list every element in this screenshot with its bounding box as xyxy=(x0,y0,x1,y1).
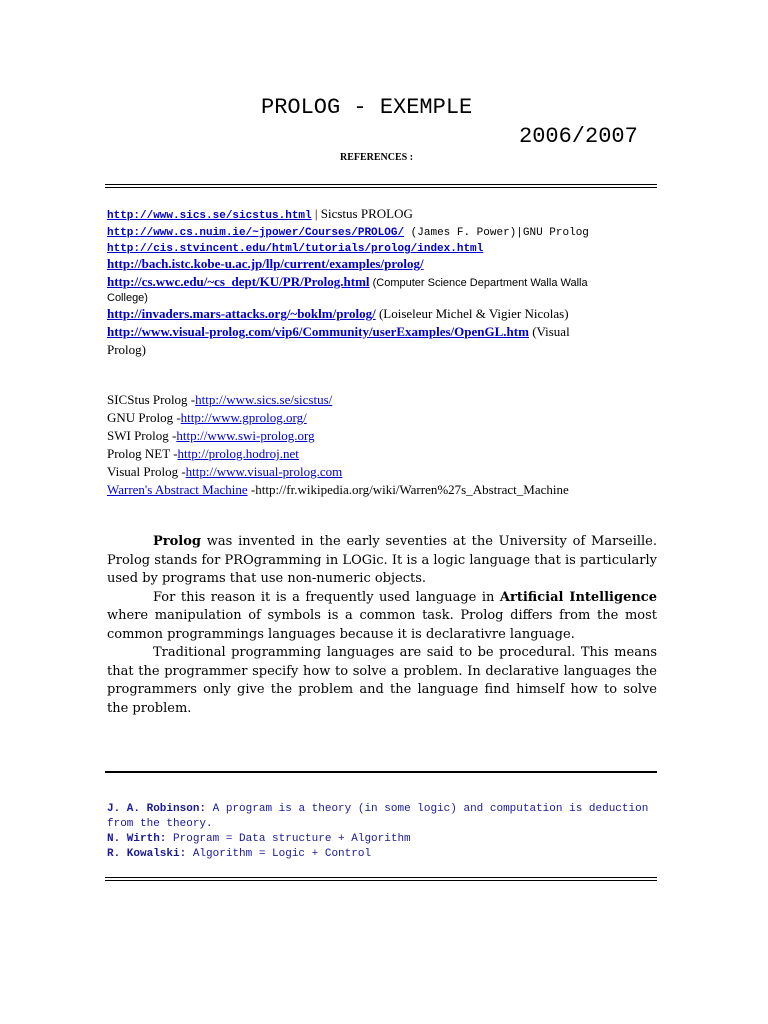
impl-line xyxy=(107,463,342,480)
quote-author: J. A. Robinson: xyxy=(107,803,207,815)
ref-link-sics[interactable]: http://www.sics.se/sicstus.html xyxy=(107,210,312,222)
quote xyxy=(107,832,659,847)
ref-suffix: (Loiseleur Michel & Vigier Nicolas) xyxy=(375,306,569,321)
middle-divider xyxy=(105,771,657,773)
bold-term: Prolog xyxy=(153,534,201,549)
impl-link[interactable]: http://www.swi-prolog.org xyxy=(176,428,315,443)
quote-text: Algorithm = Logic + Control xyxy=(186,848,372,860)
ref-suffix: |GNU Prolog xyxy=(516,227,589,239)
ref-link-nuim[interactable]: http://www.cs.nuim.ie/~jpower/Courses/PROLOG/ xyxy=(107,227,405,239)
quote-author: N. Wirth: xyxy=(107,833,167,845)
quote xyxy=(107,802,659,832)
ref-suffix-continued: Prolog) xyxy=(107,342,146,357)
bottom-divider xyxy=(105,877,657,881)
body-text xyxy=(107,533,657,718)
document-year: 2006/2007 xyxy=(519,124,638,149)
impl-line xyxy=(107,445,299,462)
impl-label: Prolog NET - xyxy=(107,446,178,461)
ref-link-visual-prolog[interactable]: http://www.visual-prolog.com/vip6/Community/userExamples/OpenGL.htm xyxy=(107,324,529,339)
paragraph-3: Traditional programming languages are said to be procedural. This means that the programmer specify how to solve a problem. In declarative languages the programmers only give the problem and the language find himself how to solve the problem. xyxy=(107,645,657,716)
impl-link[interactable]: http://www.sics.se/sicstus/ xyxy=(195,392,333,407)
quote-text: Program = Data structure + Algorithm xyxy=(166,833,411,845)
impl-link[interactable]: http://www.gprolog.org/ xyxy=(180,410,307,425)
quote xyxy=(107,847,659,862)
quote-author: R. Kowalski: xyxy=(107,848,187,860)
ref-line-5 xyxy=(107,273,588,292)
ref-link-boklm[interactable]: http://invaders.mars-attacks.org/~boklm/prolog/ xyxy=(107,306,376,321)
impl-label: Visual Prolog - xyxy=(107,464,186,479)
wam-link[interactable]: Warren's Abstract Machine xyxy=(107,482,248,497)
ref-suffix-continued: College) xyxy=(107,292,148,304)
impl-line xyxy=(107,427,315,444)
ref-suffix: (Visual xyxy=(528,324,570,339)
impl-line xyxy=(107,409,307,426)
ref-suffix: | Sicstus PROLOG xyxy=(311,206,413,221)
impl-label: GNU Prolog - xyxy=(107,410,181,425)
quote-text: A program is a theory (in some logic) and computation is deduction from the theory. xyxy=(107,803,649,830)
impl-link[interactable]: http://prolog.hodroj.net xyxy=(177,446,299,461)
references-heading: REFERENCES : xyxy=(340,152,414,163)
ref-link-wwc[interactable]: http://cs.wwc.edu/~cs_dept/KU/PR/Prolog.html xyxy=(107,274,370,289)
document-title: PROLOG - EXEMPLE xyxy=(261,95,473,120)
ref-line-6 xyxy=(107,305,569,322)
ref-suffix: (James F. Power) xyxy=(404,227,517,239)
impl-label: SWI Prolog - xyxy=(107,428,177,443)
paragraph-2: For this reason it is a frequently used language in Artificial Intelligence where manipulation of symbols is a common task. Prolog differs from the most common programmings languages because it is declarativre language. xyxy=(107,589,657,642)
ref-link-stvincent[interactable]: http://cis.stvincent.edu/html/tutorials/prolog/index.html xyxy=(107,243,484,255)
ref-suffix: (Computer Science Department Walla Walla xyxy=(369,277,588,289)
impl-line xyxy=(107,391,332,408)
bold-term: Artificial Intelligence xyxy=(499,589,657,605)
ref-link-kobe[interactable]: http://bach.istc.kobe-u.ac.jp/llp/current/examples/prolog/ xyxy=(107,256,424,271)
wam-line xyxy=(107,481,569,498)
ref-line-7 xyxy=(107,323,570,340)
paragraph-1: Prolog was invented in the early seventies at the University of Marseille. Prolog stands for PROgramming in LOGic. It is a logic language that is particularly used by programs that use non-numeric objects. xyxy=(107,534,657,586)
ref-line-4 xyxy=(107,255,424,272)
top-divider xyxy=(105,184,657,188)
wam-url-text: -http://fr.wikipedia.org/wiki/Warren%27s_Abstract_Machine xyxy=(247,482,569,497)
impl-link[interactable]: http://www.visual-prolog.com xyxy=(185,464,343,479)
impl-label: SICStus Prolog - xyxy=(107,392,196,407)
quotes-block xyxy=(107,802,659,862)
